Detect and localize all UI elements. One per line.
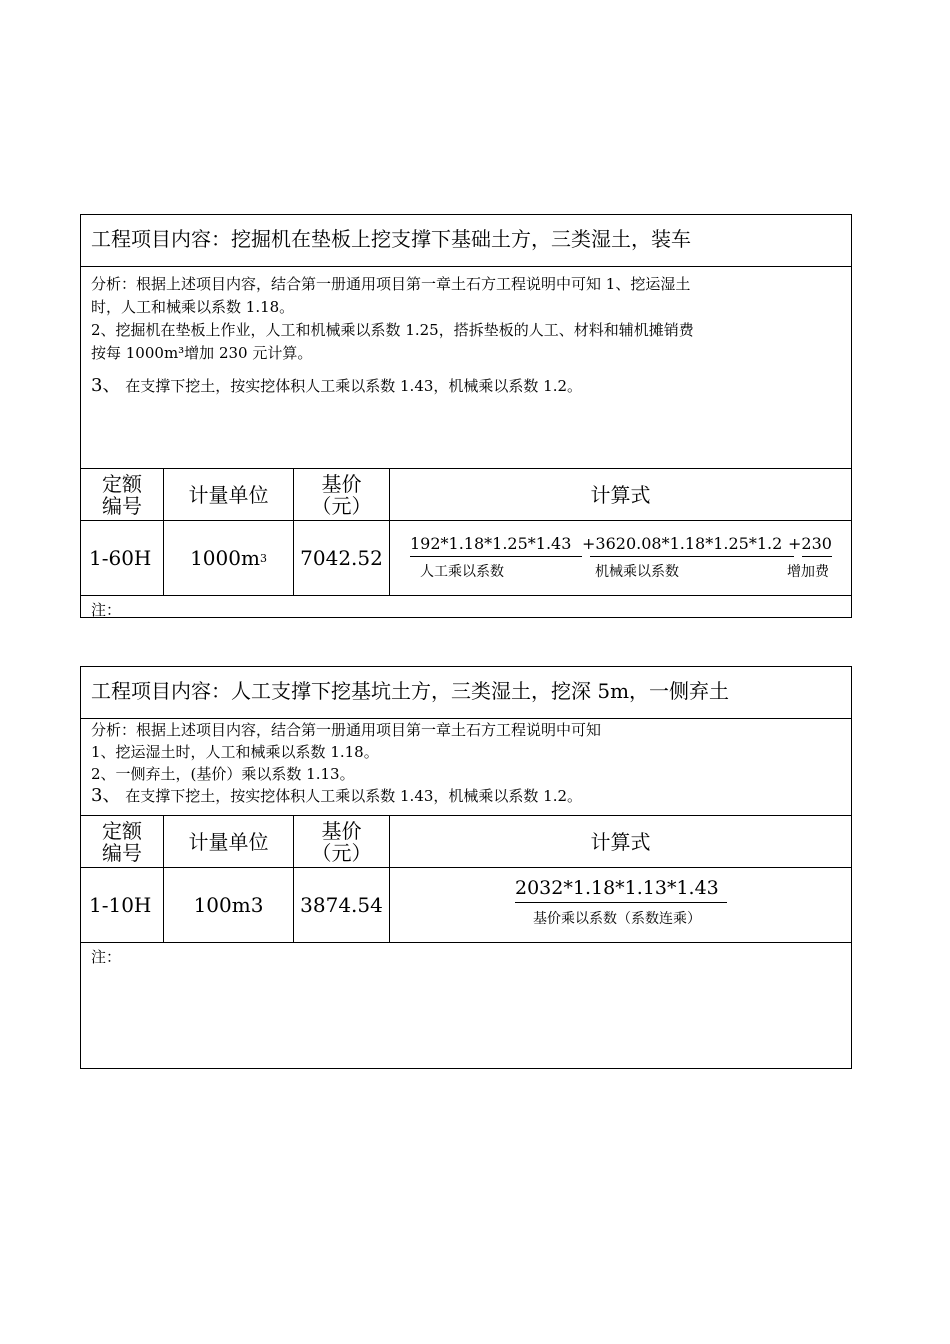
formula-machine: +3620.08*1.18*1.25*1.2 — [582, 534, 783, 553]
table-row — [81, 868, 851, 943]
formula-label-labor: 人工乘以系数 — [420, 564, 504, 580]
analysis-item-3 — [91, 374, 841, 398]
formula-labor: 192*1.18*1.25*1.43 — [410, 534, 572, 553]
formula-label: 基价乘以系数（系数连乘） — [533, 911, 701, 927]
analysis-line: 按每 1000m³增加 230 元计算。 — [91, 344, 313, 362]
unit: 100m3 — [164, 868, 294, 942]
header-price — [294, 469, 390, 520]
note: 注： — [91, 601, 122, 619]
analysis-line: 1、挖运湿土时，人工和械乘以系数 1.18。 — [91, 743, 379, 761]
header-text: （元） — [311, 840, 372, 865]
analysis-section — [81, 719, 851, 816]
header-text: （元） — [311, 493, 372, 518]
unit-base: 1000m — [190, 546, 260, 570]
analysis-line: 2、一侧弃土，(基价）乘以系数 1.13。 — [91, 765, 355, 783]
header-text: 定额 — [102, 471, 142, 496]
header-formula: 计算式 — [590, 482, 651, 507]
formula-expression: 2032*1.18*1.13*1.43 — [515, 877, 719, 899]
item-number: 3、 — [91, 785, 121, 806]
formula-label-addition: 增加费 — [787, 564, 829, 580]
header-text: 编号 — [102, 840, 142, 865]
quota-no: 1-10H — [81, 868, 164, 942]
unit-superscript: 3 — [259, 551, 267, 565]
analysis-line: 分析：根据上述项目内容，结合第一册通用项目第一章土石方工程说明中可知 1、挖运湿土 — [91, 275, 691, 293]
header-text: 基价 — [321, 818, 362, 843]
table-header — [81, 469, 851, 521]
formula — [390, 521, 851, 595]
header-quota-no — [81, 816, 164, 867]
formula-addition: +230 — [788, 534, 832, 553]
underline — [410, 556, 582, 557]
item-number: 3、 — [91, 375, 121, 396]
analysis-line: 时，人工和械乘以系数 1.18。 — [91, 298, 295, 316]
item-text: 在支撑下挖土，按实挖体积人工乘以系数 1.43，机械乘以系数 1.2。 — [125, 377, 583, 395]
underline — [802, 556, 832, 557]
header-unit: 计量单位 — [164, 816, 294, 867]
project-title: 工程项目内容：人工支撑下挖基坑土方，三类湿土，挖深 5m，一侧弃土 — [81, 667, 851, 719]
header-text: 基价 — [321, 471, 362, 496]
unit — [164, 521, 294, 595]
calc-card-2 — [80, 666, 852, 1069]
header-unit: 计量单位 — [164, 469, 294, 520]
header-formula: 计算式 — [590, 829, 651, 854]
underline — [515, 902, 727, 903]
header-quota-no — [81, 469, 164, 520]
formula — [390, 868, 851, 942]
underline — [590, 556, 794, 557]
quota-no: 1-60H — [81, 521, 164, 595]
project-title: 工程项目内容：挖掘机在垫板上挖支撑下基础土方，三类湿土，装车 — [81, 215, 851, 267]
formula-label-machine: 机械乘以系数 — [595, 564, 679, 580]
price: 3874.54 — [294, 868, 390, 942]
price: 7042.52 — [294, 521, 390, 595]
analysis-line: 2、挖掘机在垫板上作业，人工和机械乘以系数 1.25，搭拆垫板的人工、材料和辅机摊销费 — [91, 321, 694, 339]
item-text: 在支撑下挖土，按实挖体积人工乘以系数 1.43，机械乘以系数 1.2。 — [125, 787, 583, 805]
header-price — [294, 816, 390, 867]
analysis-item-3 — [91, 785, 841, 807]
calc-card-1 — [80, 214, 852, 618]
formula-cell — [390, 521, 851, 595]
formula-cell — [390, 868, 851, 942]
table-row — [81, 521, 851, 596]
analysis-section — [81, 267, 851, 469]
analysis-line: 分析：根据上述项目内容，结合第一册通用项目第一章土石方工程说明中可知 — [91, 721, 602, 739]
note: 注： — [91, 948, 122, 966]
header-text: 编号 — [102, 493, 142, 518]
header-text: 定额 — [102, 818, 142, 843]
table-header — [81, 816, 851, 868]
